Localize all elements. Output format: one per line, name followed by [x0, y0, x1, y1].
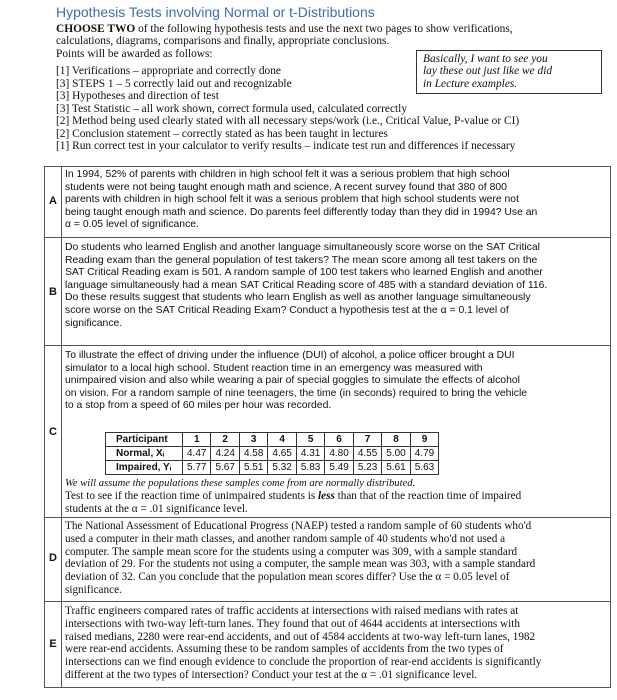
criterion-item: [3] Hypotheses and direction of test — [56, 90, 219, 102]
problem-text: To illustrate the effect of driving under the influence (DUI) of alcohol, a police officer brought a DUI simulator to a local high school. Student reaction time in an emergency was measured with unimpaired vision and also while wearing a pair of special goggles to simulate the effects of alcohol on vision. For a random sample of nine teenagers, the time (in seconds) required to bring the vehicle to a stop from a speed of 60 miles per hour was recorded. — [65, 350, 528, 412]
problem-letter: D — [49, 552, 57, 564]
problem-text: Traffic engineers compared rates of traffic accidents at intersections with raised medians with rates at intersections with two-way left-turn lanes. They found that out of 4644 accidents at intersections with raised medians, 2280 were rear-end accidents, and out of 4584 accidents at two-way left-turn lanes, 1982 were rear-end accidents. Assuming these to be random samples of accidents from the two types of intersections can we find enough evidence to conclude the proportion of rear-end accidents is significantly different at the two types of intersection? Conduct your test at the α = .01 significance level. — [65, 605, 542, 681]
criterion-item: [1] Run correct test in your calculator to verify results – indicate test run and differences if necessary — [56, 140, 516, 152]
normality-assumption: We will assume the populations these samples come from are normally distributed. — [65, 478, 416, 489]
problem-text: Do students who learned English and another language simultaneously score worse on the SAT Critical Reading exam than the general population of test takers? The mean score among all test takers on the SAT Critical Reading exam is 501. A random sample of 100 test takers who learned English and another language simultaneously had a mean SAT Critical Reading score of 485 with a standard deviation of 116. Do these results suggest that students who learn English as well as another language simultaneously score worse on the SAT Critical Reading Exam? Conduct a hypothesis test at the α = 0.1 level of significance. — [65, 242, 548, 329]
problem-letter: E — [49, 638, 57, 650]
problem-letter: A — [49, 195, 57, 207]
problem-row-c — [45, 346, 610, 518]
note-line: in Lecture examples. — [423, 77, 518, 90]
note-line: Basically, I want to see you — [423, 53, 548, 65]
instructions-line-3: Points will be awarded as follows: — [56, 47, 213, 60]
problem-table — [44, 166, 611, 688]
criterion-item: [3] Test Statistic – all work shown, correct formula used, calculated correctly — [56, 102, 408, 115]
table-row-impaired: Impaired, Yᵢ 5.77 5.67 5.51 5.32 5.83 5.49 5.23 5.61 5.63 — [106, 461, 439, 475]
reaction-time-table — [105, 432, 439, 475]
criterion-item: [3] STEPS 1 – 5 correctly laid out and recognizable — [56, 77, 292, 90]
choose-two-label: CHOOSE TWO — [56, 23, 136, 35]
problem-letter: B — [49, 286, 57, 298]
problem-letter: C — [49, 426, 57, 438]
problem-row-d — [45, 518, 610, 602]
problem-text: In 1994, 52% of parents with children in high school felt it was a serious problem that high school students were not being taught enough math and science. A recent survey found that 380 of 800 parents with children in high school felt it was a serious problem that high school students were not being taught enough math and science. Do parents feel differently today than they did in 1994? Use an α = 0.05 level of significance. — [65, 169, 538, 231]
criterion-item: [2] Method being used clearly stated with all necessary steps/work (i.e., Critical Value, P-value or CI) — [56, 115, 520, 127]
problem-text: The National Assessment of Educational Progress (NAEP) tested a random sample of 60 students who'd used a computer in their math classes, and another random sample of 40 students who'd not used a computer. The sample mean score for the students using a computer was 309, with a sample standard deviation of 29. For the students not using a computer, the sample mean was 303, with a sample standard deviation of 32. Can you conclude that the population mean scores differ? Use the α = 0.05 level of significance. — [65, 520, 536, 596]
problem-row-a — [45, 167, 610, 238]
note-line: lay these out just like we did — [423, 65, 553, 78]
table-header-row: Participant 1 2 3 4 5 6 7 8 9 — [106, 433, 439, 447]
grading-criteria — [56, 65, 519, 153]
instructions-line-2: calculations, diagrams, comparisons and finally, appropriate conclusions. — [56, 35, 390, 48]
problem-c-question: Test to see if the reaction time of unimpaired students is less than that of the reaction time of impaired students at the α = .01 significance level. — [65, 490, 522, 515]
problem-row-b — [45, 238, 610, 346]
criterion-item: [2] Conclusion statement – correctly stated as has been taught in lectures — [56, 127, 388, 140]
instructions-line-1: of the following hypothesis tests and use the next two pages to show verifications, — [135, 23, 513, 35]
table-row-normal: Normal, Xᵢ 4.47 4.24 4.58 4.65 4.31 4.80 4.55 5.00 4.79 — [106, 447, 439, 461]
criterion-item: [1] Verifications – appropriate and correctly done — [56, 65, 281, 77]
problem-row-e — [45, 602, 610, 688]
page-title: Hypothesis Tests involving Normal or t-Distributions — [56, 4, 375, 20]
